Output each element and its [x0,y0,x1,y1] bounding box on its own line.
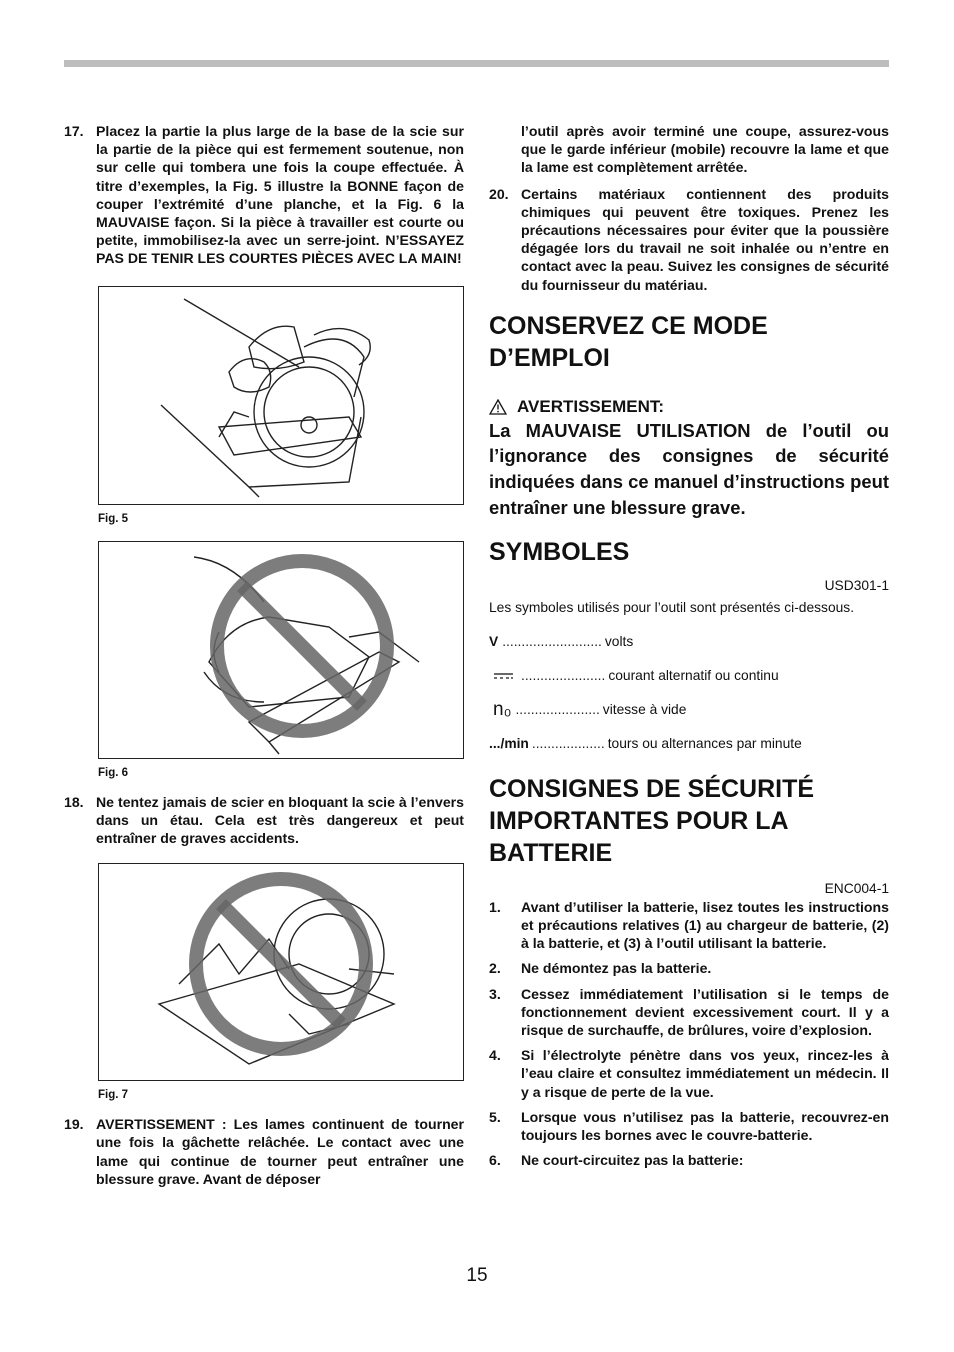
saw-incorrect-cut-illustration [99,542,463,758]
item-text: Ne tentez jamais de scier en bloquant la scie à l’envers dans un étau. Cela est très dangereux et peut entraîner de graves accidents. [96,793,464,847]
right-column [489,122,889,1169]
item-number: 4. [489,1047,501,1064]
item-number: 1. [489,898,501,915]
list-item-19-continued: l’outil après avoir terminé une coupe, assurez-vous que le garde inférieur (mobile) recouvre la lame et que la lame est complètement arrêtée. [521,123,889,176]
left-column [64,122,464,1188]
list-item-20 [489,185,889,294]
battery-list [489,898,889,1170]
warning-title: AVERTISSEMENT: [517,396,665,416]
item-text: Ne démontez pas la batterie. [521,960,712,977]
figure-6 [98,541,464,759]
figure-5 [98,286,464,505]
section-code: ENC004-1 [824,880,889,896]
header-rule [64,60,889,67]
symbol: .../min [489,736,529,752]
list-item [489,1108,889,1144]
heading-save-manual: CONSERVEZ CE MODE D’EMPLOI [489,311,768,372]
item-text: Ne court-circuitez pas la batterie: [521,1152,744,1169]
symbol-meaning: vitesse à vide [602,702,687,718]
item-text: Avant d’utiliser la batterie, lisez toutes les instructions et précautions relatives (1) au chargeur de batterie, (2) à la batterie, et (3) à l’outil utilisant la batterie. [521,898,889,952]
symbol-row [489,659,889,693]
figure-7 [98,863,464,1081]
item-number: 17. [64,123,84,139]
item-text: Cessez immédiatement l’utilisation si le temps de fonctionnement devient excessivement court. Il y a risque de surchauffe, de brûlures, voire d’explosion. [521,985,889,1039]
figure-6-caption: Fig. 6 [98,766,129,779]
prohibited-icon [196,879,366,1049]
leader-dots: ...................... [515,702,600,718]
symbol: V [489,634,499,650]
list-item-18 [64,793,464,848]
leader-dots: ................... [531,736,605,752]
item-text: Lorsque vous n’utilisez pas la batterie, recouvrez-en toujours les bornes avec le couvre-batterie. [521,1108,889,1144]
item-number: 6. [489,1152,501,1169]
symbol-row [489,625,889,659]
list-item [489,1151,889,1169]
prohibited-icon [217,561,387,731]
leader-dots: ...................... [521,668,606,684]
item-number: 3. [489,985,501,1002]
list-item [489,959,889,977]
heading-battery-safety: CONSIGNES DE SÉCURITÉ IMPORTANTES POUR LA BATTERIE [489,774,815,867]
list-item-19 [64,1115,464,1188]
heading-symbols: SYMBOLES [489,538,630,567]
symbol-meaning: tours ou alternances par minute [607,736,802,752]
item-text: Certains matériaux contiennent des produits chimiques qui peuvent être toxiques. Prenez les précautions nécessaires pour éviter que la poussière dégagée lors du travail ne soit inhalée ou n’entre en contact avec la peau. Suivez les consignes de sécurité du fournisseur du matériau. [521,185,889,293]
figure-5-caption: Fig. 5 [98,512,129,525]
item-number: 20. [489,185,509,202]
list-item [489,1046,889,1101]
warning-text: La MAUVAISE UTILISATION de l’outil ou l’ignorance des consignes de sécurité indiquées dans ce manuel d’instructions peut entraîner une blessure grave. [489,419,889,518]
symbol-meaning: courant alternatif ou continu [608,668,779,684]
symbol-meaning: volts [604,634,634,650]
section-code: USD301-1 [824,578,889,594]
symbols-list [489,625,889,761]
item-text: AVERTISSEMENT : Les lames continuent de tourner une fois la gâchette relâchée. Le contact avec une lame qui continue de tourner peut entraîner une blessure grave. Avant de déposer [96,1116,464,1187]
item-number: 19. [64,1116,84,1133]
saw-correct-cut-illustration [99,287,463,504]
item-text: Placez la partie la plus large de la base de la scie sur la partie de la pièce qui est fermement soutenue, non sur celle qui tombera une fois la coupe effectuée. À titre d’exemples, la Fig. 5 illustre la BONNE façon de couper l’extrémité d’une planche, et la Fig. 6 la MAUVAISE façon. Si la pièce à travailler est courte ou petite, immobilisez-la avec un serre-joint. N’ESSAYEZ PAS DE TENIR LES COURTES PIÈCES AVEC LA MAIN! [96,123,464,267]
warning-heading [489,396,889,418]
leader-dots: .......................... [502,634,602,650]
warning-triangle-icon [489,399,507,415]
list-item-17 [64,122,464,268]
symbol-row [489,693,889,727]
symbol: n₀ [493,698,512,720]
page-number: 15 [466,1265,488,1286]
item-number: 18. [64,793,84,810]
item-text: Si l’électrolyte pénètre dans vos yeux, rincez-les à l’eau claire et consultez immédiatement un médecin. Il y a risque de perte de la vue. [521,1047,889,1100]
item-number: 2. [489,960,501,977]
figure-7-caption: Fig. 7 [98,1089,129,1102]
list-item [489,898,889,953]
list-item [489,985,889,1040]
symbol-row [489,727,889,761]
ac-dc-icon [493,671,515,681]
saw-in-vise-illustration [99,864,463,1080]
item-number: 5. [489,1108,501,1125]
symbols-intro: Les symboles utilisés pour l’outil sont présentés ci-dessous. [489,600,855,616]
